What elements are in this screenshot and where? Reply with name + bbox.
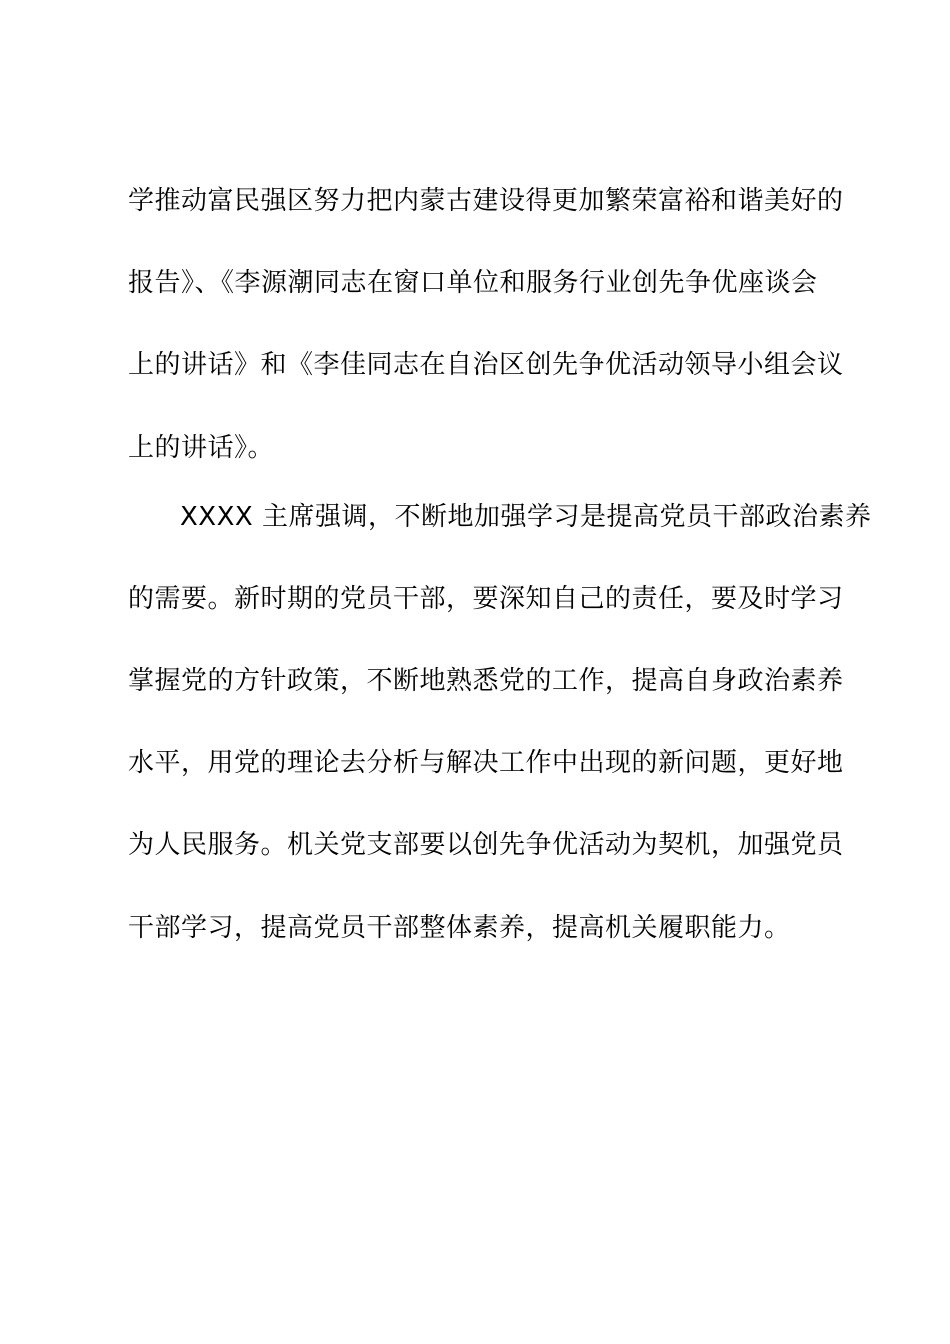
text-line: 学推动富民强区努力把内蒙古建设得更加繁荣富裕和谐美好的 — [128, 186, 844, 216]
text-line: 上的讲话》和《李佳同志在自治区创先争优活动领导小组会议 — [128, 350, 844, 380]
text-line: 上的讲话》。 — [128, 433, 275, 463]
text-line: 水平，用党的理论去分析与解决工作中出现的新问题，更好地 — [128, 748, 844, 778]
text-line: 为人民服务。机关党支部要以创先争优活动为契机，加强党员 — [128, 830, 844, 860]
paragraph-first-line: XXXX 主席强调，不断地加强学习是提高党员干部政治素养 — [180, 502, 872, 532]
text-line: 的需要。新时期的党员干部，要深知自己的责任，要及时学习 — [128, 584, 844, 614]
text-line: 干部学习，提高党员干部整体素养，提高机关履职能力。 — [128, 913, 791, 943]
text-line: 掌握党的方针政策，不断地熟悉党的工作，提高自身政治素养 — [128, 666, 844, 696]
text-line: 报告》、《李源潮同志在窗口单位和服务行业创先争优座谈会 — [128, 268, 818, 298]
